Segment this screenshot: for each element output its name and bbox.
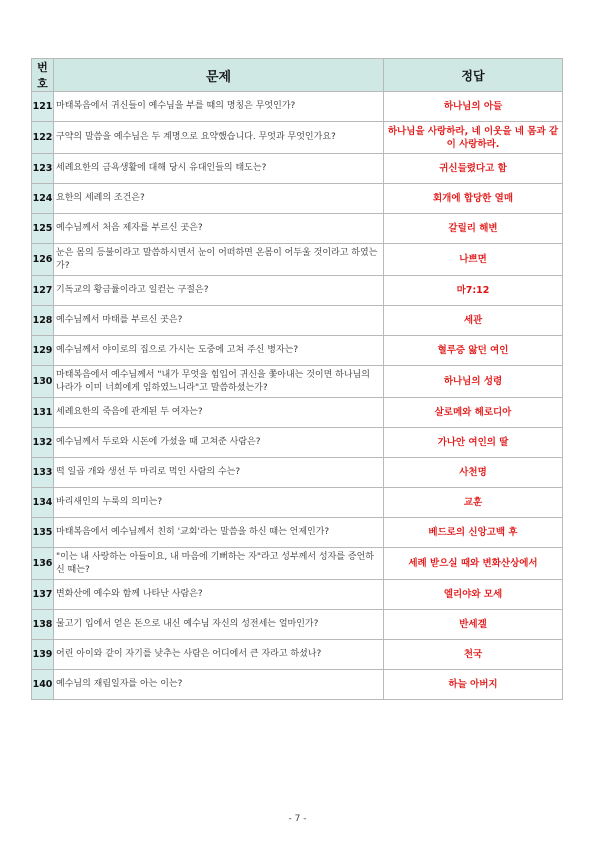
answer-text: 세례 받으실 때와 변화산상에서 [384, 548, 563, 580]
question-number: 131 [32, 398, 54, 428]
page-number: - 7 - [288, 814, 307, 824]
table-row [32, 640, 563, 670]
question-number: 137 [32, 580, 54, 610]
table-row [32, 276, 563, 306]
question-text: 세례요한의 금욕생활에 대해 당시 유대인들의 태도는? [54, 154, 384, 184]
answer-text: 하늘 아버지 [384, 670, 563, 700]
answer-text: 하나님의 아들 [384, 92, 563, 122]
question-text: 어린 아이와 같이 자기를 낮추는 사람은 어디에서 큰 자라고 하셨나? [54, 640, 384, 670]
question-number: 128 [32, 306, 54, 336]
question-number: 123 [32, 154, 54, 184]
table-row [32, 214, 563, 244]
table-row [32, 122, 563, 154]
question-number: 135 [32, 518, 54, 548]
answer-text: 반세겔 [384, 610, 563, 640]
quiz-table [31, 58, 563, 700]
table-row [32, 154, 563, 184]
question-text: 예수님께서 야이로의 집으로 가시는 도중에 고쳐 주신 병자는? [54, 336, 384, 366]
header-question: 문제 [54, 59, 384, 92]
question-text: 예수님의 재림일자를 아는 이는? [54, 670, 384, 700]
table-row [32, 670, 563, 700]
answer-text: 하나님을 사랑하라, 네 이웃을 네 몸과 같이 사랑하라. [384, 122, 563, 154]
answer-text: 살로메와 헤로디아 [384, 398, 563, 428]
question-text: 마태복음에서 예수님께서 "내가 무엇을 힘입어 귀신을 쫓아내는 것이면 하나님의 나라가 이미 너희에게 임하였느니라"고 말씀하셨는가? [54, 366, 384, 398]
table-row [32, 488, 563, 518]
answer-text: 가나안 여인의 딸 [384, 428, 563, 458]
question-text: 예수님께서 마태를 부르신 곳은? [54, 306, 384, 336]
question-number: 124 [32, 184, 54, 214]
answer-text: 귀신들렸다고 함 [384, 154, 563, 184]
header-answer: 정답 [384, 59, 563, 92]
question-text: 예수님께서 처음 제자를 부르신 곳은? [54, 214, 384, 244]
table-row [32, 428, 563, 458]
table-row [32, 244, 563, 276]
question-text: 세례요한의 죽음에 관계된 두 여자는? [54, 398, 384, 428]
answer-text: 교훈 [384, 488, 563, 518]
table-row [32, 336, 563, 366]
question-text: 예수님께서 두로와 시돈에 가셨을 때 고쳐준 사람은? [54, 428, 384, 458]
answer-text: 베드로의 신앙고백 후 [384, 518, 563, 548]
header-number: 번호 [32, 59, 54, 92]
table-row [32, 518, 563, 548]
question-number: 129 [32, 336, 54, 366]
answer-text: 혈루증 앓던 여인 [384, 336, 563, 366]
answer-text: 천국 [384, 640, 563, 670]
table-row [32, 580, 563, 610]
question-text: 기독교의 황금률이라고 일컫는 구절은? [54, 276, 384, 306]
question-text: 변화산에 예수와 함께 나타난 사람은? [54, 580, 384, 610]
answer-text: 사천명 [384, 458, 563, 488]
question-text: 구약의 말씀을 예수님은 두 계명으로 요약했습니다. 무엇과 무엇인가요? [54, 122, 384, 154]
table-row [32, 610, 563, 640]
question-number: 139 [32, 640, 54, 670]
question-number: 140 [32, 670, 54, 700]
question-number: 126 [32, 244, 54, 276]
question-number: 130 [32, 366, 54, 398]
table-header-row [32, 59, 563, 92]
question-text: 물고기 입에서 얻은 돈으로 내신 예수님 자신의 성전세는 얼마인가? [54, 610, 384, 640]
question-number: 134 [32, 488, 54, 518]
answer-text: 나쁘면 [384, 244, 563, 276]
question-number: 138 [32, 610, 54, 640]
question-number: 136 [32, 548, 54, 580]
answer-text: 엘리야와 모세 [384, 580, 563, 610]
table-row [32, 458, 563, 488]
question-text: 마태복음에서 귀신들이 예수님을 부를 때의 명칭은 무엇인가? [54, 92, 384, 122]
answer-text: 하나님의 성령 [384, 366, 563, 398]
answer-text: 회개에 합당한 열매 [384, 184, 563, 214]
table-row [32, 398, 563, 428]
question-number: 133 [32, 458, 54, 488]
question-text: 떡 일곱 개와 생선 두 마리로 먹인 사람의 수는? [54, 458, 384, 488]
table-body [32, 92, 563, 700]
question-number: 125 [32, 214, 54, 244]
table-row [32, 92, 563, 122]
question-number: 121 [32, 92, 54, 122]
answer-text: 마7:12 [384, 276, 563, 306]
answer-text: 세관 [384, 306, 563, 336]
table-row [32, 184, 563, 214]
question-number: 122 [32, 122, 54, 154]
question-text: "이는 내 사랑하는 아들이요, 내 마음에 기뻐하는 자"라고 성부께서 성자를 증언하신 때는? [54, 548, 384, 580]
question-text: 마태복음에서 예수님께서 친히 '교회'라는 말씀을 하신 때는 언제인가? [54, 518, 384, 548]
question-number: 127 [32, 276, 54, 306]
question-number: 132 [32, 428, 54, 458]
table-row [32, 366, 563, 398]
table-row [32, 548, 563, 580]
answer-text: 갈릴리 해변 [384, 214, 563, 244]
question-text: 눈은 몸의 등불이라고 말씀하시면서 눈이 어떠하면 온몸이 어두울 것이라고 하였는가? [54, 244, 384, 276]
table-row [32, 306, 563, 336]
question-text: 요한의 세례의 조건은? [54, 184, 384, 214]
question-text: 바리새인의 누룩의 의미는? [54, 488, 384, 518]
